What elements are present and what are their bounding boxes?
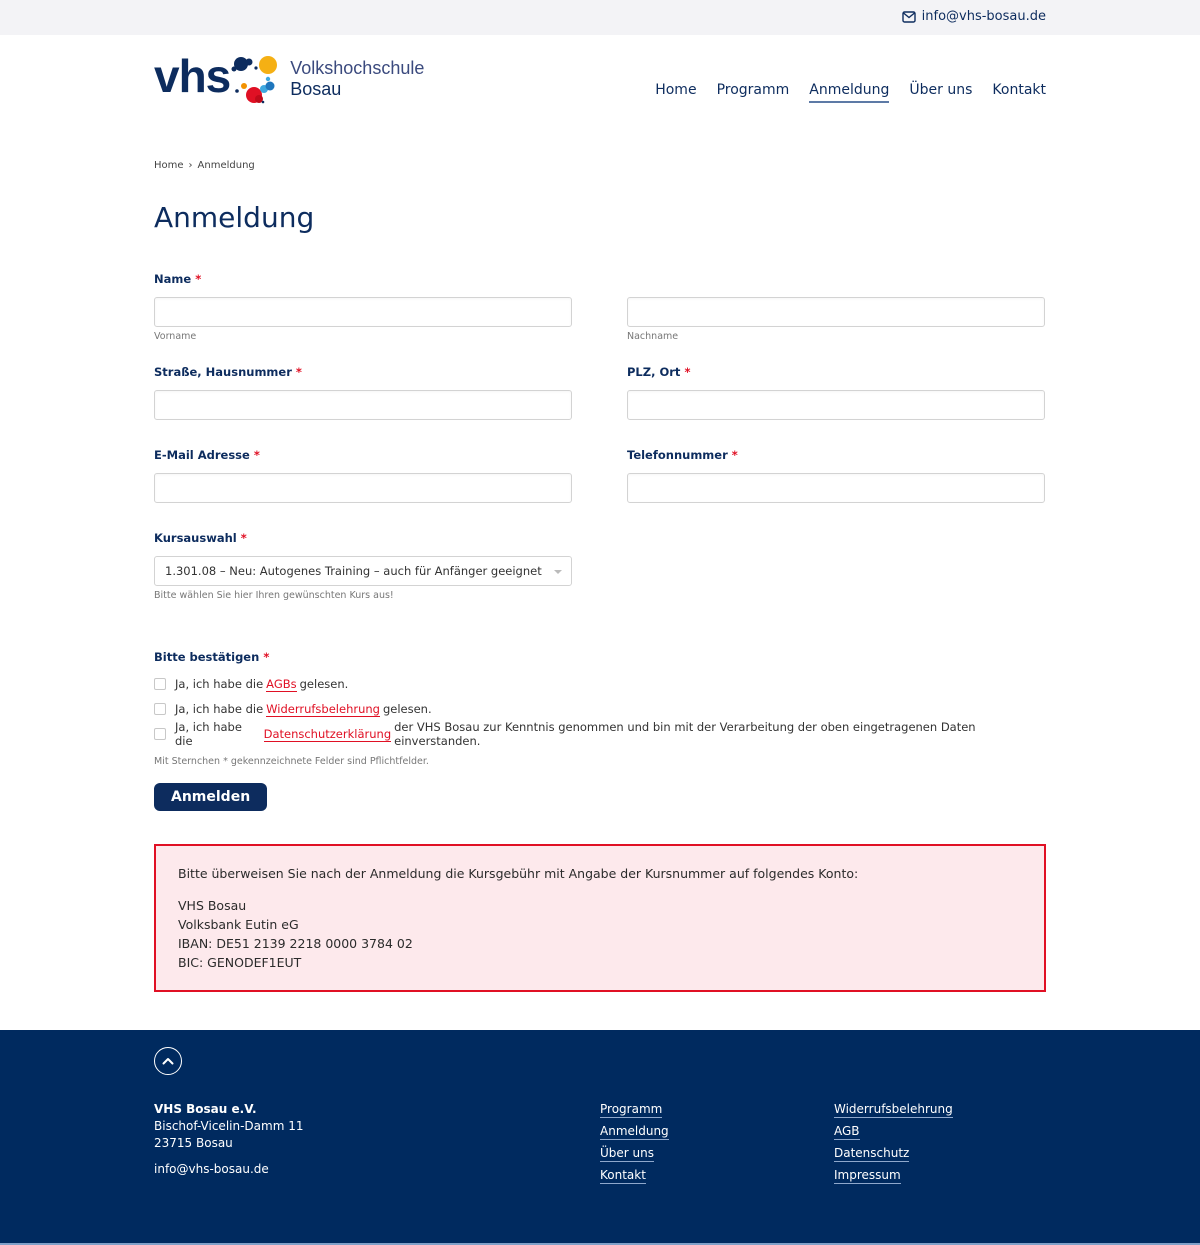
zip-city-input[interactable]: [627, 390, 1045, 420]
nav-home[interactable]: Home: [655, 82, 697, 98]
required-note: Mit Sternchen * gekennzeichnete Felder sind Pflichtfelder.: [154, 756, 429, 767]
zip-city-label: PLZ, Ort *: [627, 365, 691, 379]
privacy-link[interactable]: Datenschutzerklärung: [263, 726, 392, 741]
required-marker: *: [263, 650, 270, 664]
footer-link-anmeldung[interactable]: Anmeldung: [600, 1124, 669, 1138]
name-label: Name *: [154, 272, 202, 286]
registration-form: [154, 272, 1046, 811]
logo-wordmark: vhs: [154, 50, 231, 102]
footer-link-impressum[interactable]: Impressum: [834, 1168, 901, 1182]
footer-org: VHS Bosau e.V.: [154, 1102, 257, 1116]
agb-checkbox[interactable]: [154, 678, 166, 690]
main-nav: [655, 82, 1046, 103]
breadcrumb-current: Anmeldung: [197, 160, 255, 171]
logo-line-1: Volkshochschule: [290, 58, 425, 78]
scroll-to-top-button[interactable]: [154, 1047, 182, 1075]
first-name-input[interactable]: [154, 297, 572, 327]
top-bar: [0, 0, 1200, 35]
footer-link-kontakt[interactable]: Kontakt: [600, 1168, 646, 1182]
privacy-checkbox[interactable]: [154, 728, 166, 740]
course-selected-value: 1.301.08 – Neu: Autogenes Training – auch für Anfänger geeignet: [165, 564, 542, 578]
breadcrumb: [154, 160, 1046, 171]
course-row: [154, 531, 1046, 602]
footer-link-programm[interactable]: Programm: [600, 1102, 663, 1116]
street-label: Straße, Hausnummer *: [154, 365, 302, 379]
footer-nav-links: [600, 1101, 669, 1184]
footer-address: [154, 1101, 303, 1178]
footer-link-ueber-uns[interactable]: Über uns: [600, 1146, 654, 1160]
agb-link[interactable]: AGBs: [266, 676, 297, 691]
phone-label: Telefonnummer *: [627, 448, 738, 462]
phone-input[interactable]: [627, 473, 1045, 503]
site-header: [0, 35, 1200, 135]
privacy-checkbox-row: Ja, ich habe die Datenschutzerklärung der VHS Bosau zur Kenntnis genommen und bin mit der Verarbeitung der oben eingetragenen Daten einverstanden.: [154, 726, 1046, 742]
course-select[interactable]: [154, 556, 572, 586]
chevron-up-icon: [162, 1057, 174, 1065]
email-label: E-Mail Adresse *: [154, 448, 260, 462]
site-logo[interactable]: [154, 50, 425, 105]
required-marker: *: [684, 365, 691, 379]
course-hint: Bitte wählen Sie hier Ihren gewünschten Kurs aus!: [154, 590, 394, 601]
contact-row: [154, 448, 1046, 503]
widerruf-checkbox[interactable]: [154, 703, 166, 715]
confirm-label: Bitte bestätigen *: [154, 650, 270, 664]
footer-link-datenschutz[interactable]: Datenschutz: [834, 1146, 910, 1160]
page-title: Anmeldung: [154, 201, 315, 234]
nav-ueber-uns[interactable]: Über uns: [909, 82, 973, 98]
street-input[interactable]: [154, 390, 572, 420]
chevron-down-icon: [554, 570, 562, 574]
payment-recipient: VHS Bosau: [178, 898, 247, 913]
logo-bubbles-icon: [230, 55, 280, 105]
footer-city: 23715 Bosau: [154, 1136, 233, 1150]
required-marker: *: [731, 448, 738, 462]
course-label: Kursauswahl *: [154, 531, 247, 545]
main-content: [154, 160, 1046, 992]
nav-kontakt[interactable]: Kontakt: [992, 82, 1046, 98]
footer-link-agb[interactable]: AGB: [834, 1124, 860, 1138]
submit-button[interactable]: Anmelden: [154, 783, 267, 811]
email-input[interactable]: [154, 473, 572, 503]
agb-checkbox-row: Ja, ich habe die AGBs gelesen.: [154, 676, 1046, 692]
site-footer: [0, 1030, 1200, 1245]
widerruf-link[interactable]: Widerrufsbelehrung: [266, 701, 380, 716]
address-row: [154, 365, 1046, 420]
required-marker: *: [240, 531, 247, 545]
confirm-section: [154, 650, 1046, 811]
widerruf-checkbox-row: Ja, ich habe die Widerrufsbelehrung gelesen.: [154, 701, 1046, 717]
payment-iban: IBAN: DE51 2139 2218 0000 3784 02: [178, 936, 413, 951]
footer-street: Bischof-Vicelin-Damm 11: [154, 1119, 304, 1133]
logo-line-2: Bosau: [290, 79, 342, 99]
last-name-input[interactable]: [627, 297, 1045, 327]
footer-link-widerrufsbelehrung[interactable]: Widerrufsbelehrung: [834, 1102, 953, 1116]
footer-email[interactable]: info@vhs-bosau.de: [154, 1162, 269, 1176]
top-email-text: info@vhs-bosau.de: [921, 9, 1046, 24]
payment-bic: BIC: GENODEF1EUT: [178, 955, 302, 970]
logo-text: [290, 58, 424, 100]
last-name-sublabel: Nachname: [627, 331, 679, 342]
required-marker: *: [195, 272, 202, 286]
envelope-icon: [902, 11, 916, 23]
required-marker: *: [295, 365, 302, 379]
name-row: [154, 272, 1046, 343]
breadcrumb-separator: ›: [188, 160, 193, 171]
footer-legal-links: [834, 1101, 953, 1184]
nav-anmeldung[interactable]: Anmeldung: [809, 82, 889, 103]
first-name-sublabel: Vorname: [154, 331, 197, 342]
required-marker: *: [253, 448, 260, 462]
nav-programm[interactable]: Programm: [716, 82, 790, 98]
payment-intro: Bitte überweisen Sie nach der Anmeldung die Kursgebühr mit Angabe der Kursnummer auf folgendes Konto:: [178, 866, 859, 881]
breadcrumb-home[interactable]: Home: [154, 160, 184, 171]
payment-info-box: [154, 844, 1046, 992]
top-email-link[interactable]: [902, 9, 1046, 24]
payment-bank: Volksbank Eutin eG: [178, 917, 299, 932]
